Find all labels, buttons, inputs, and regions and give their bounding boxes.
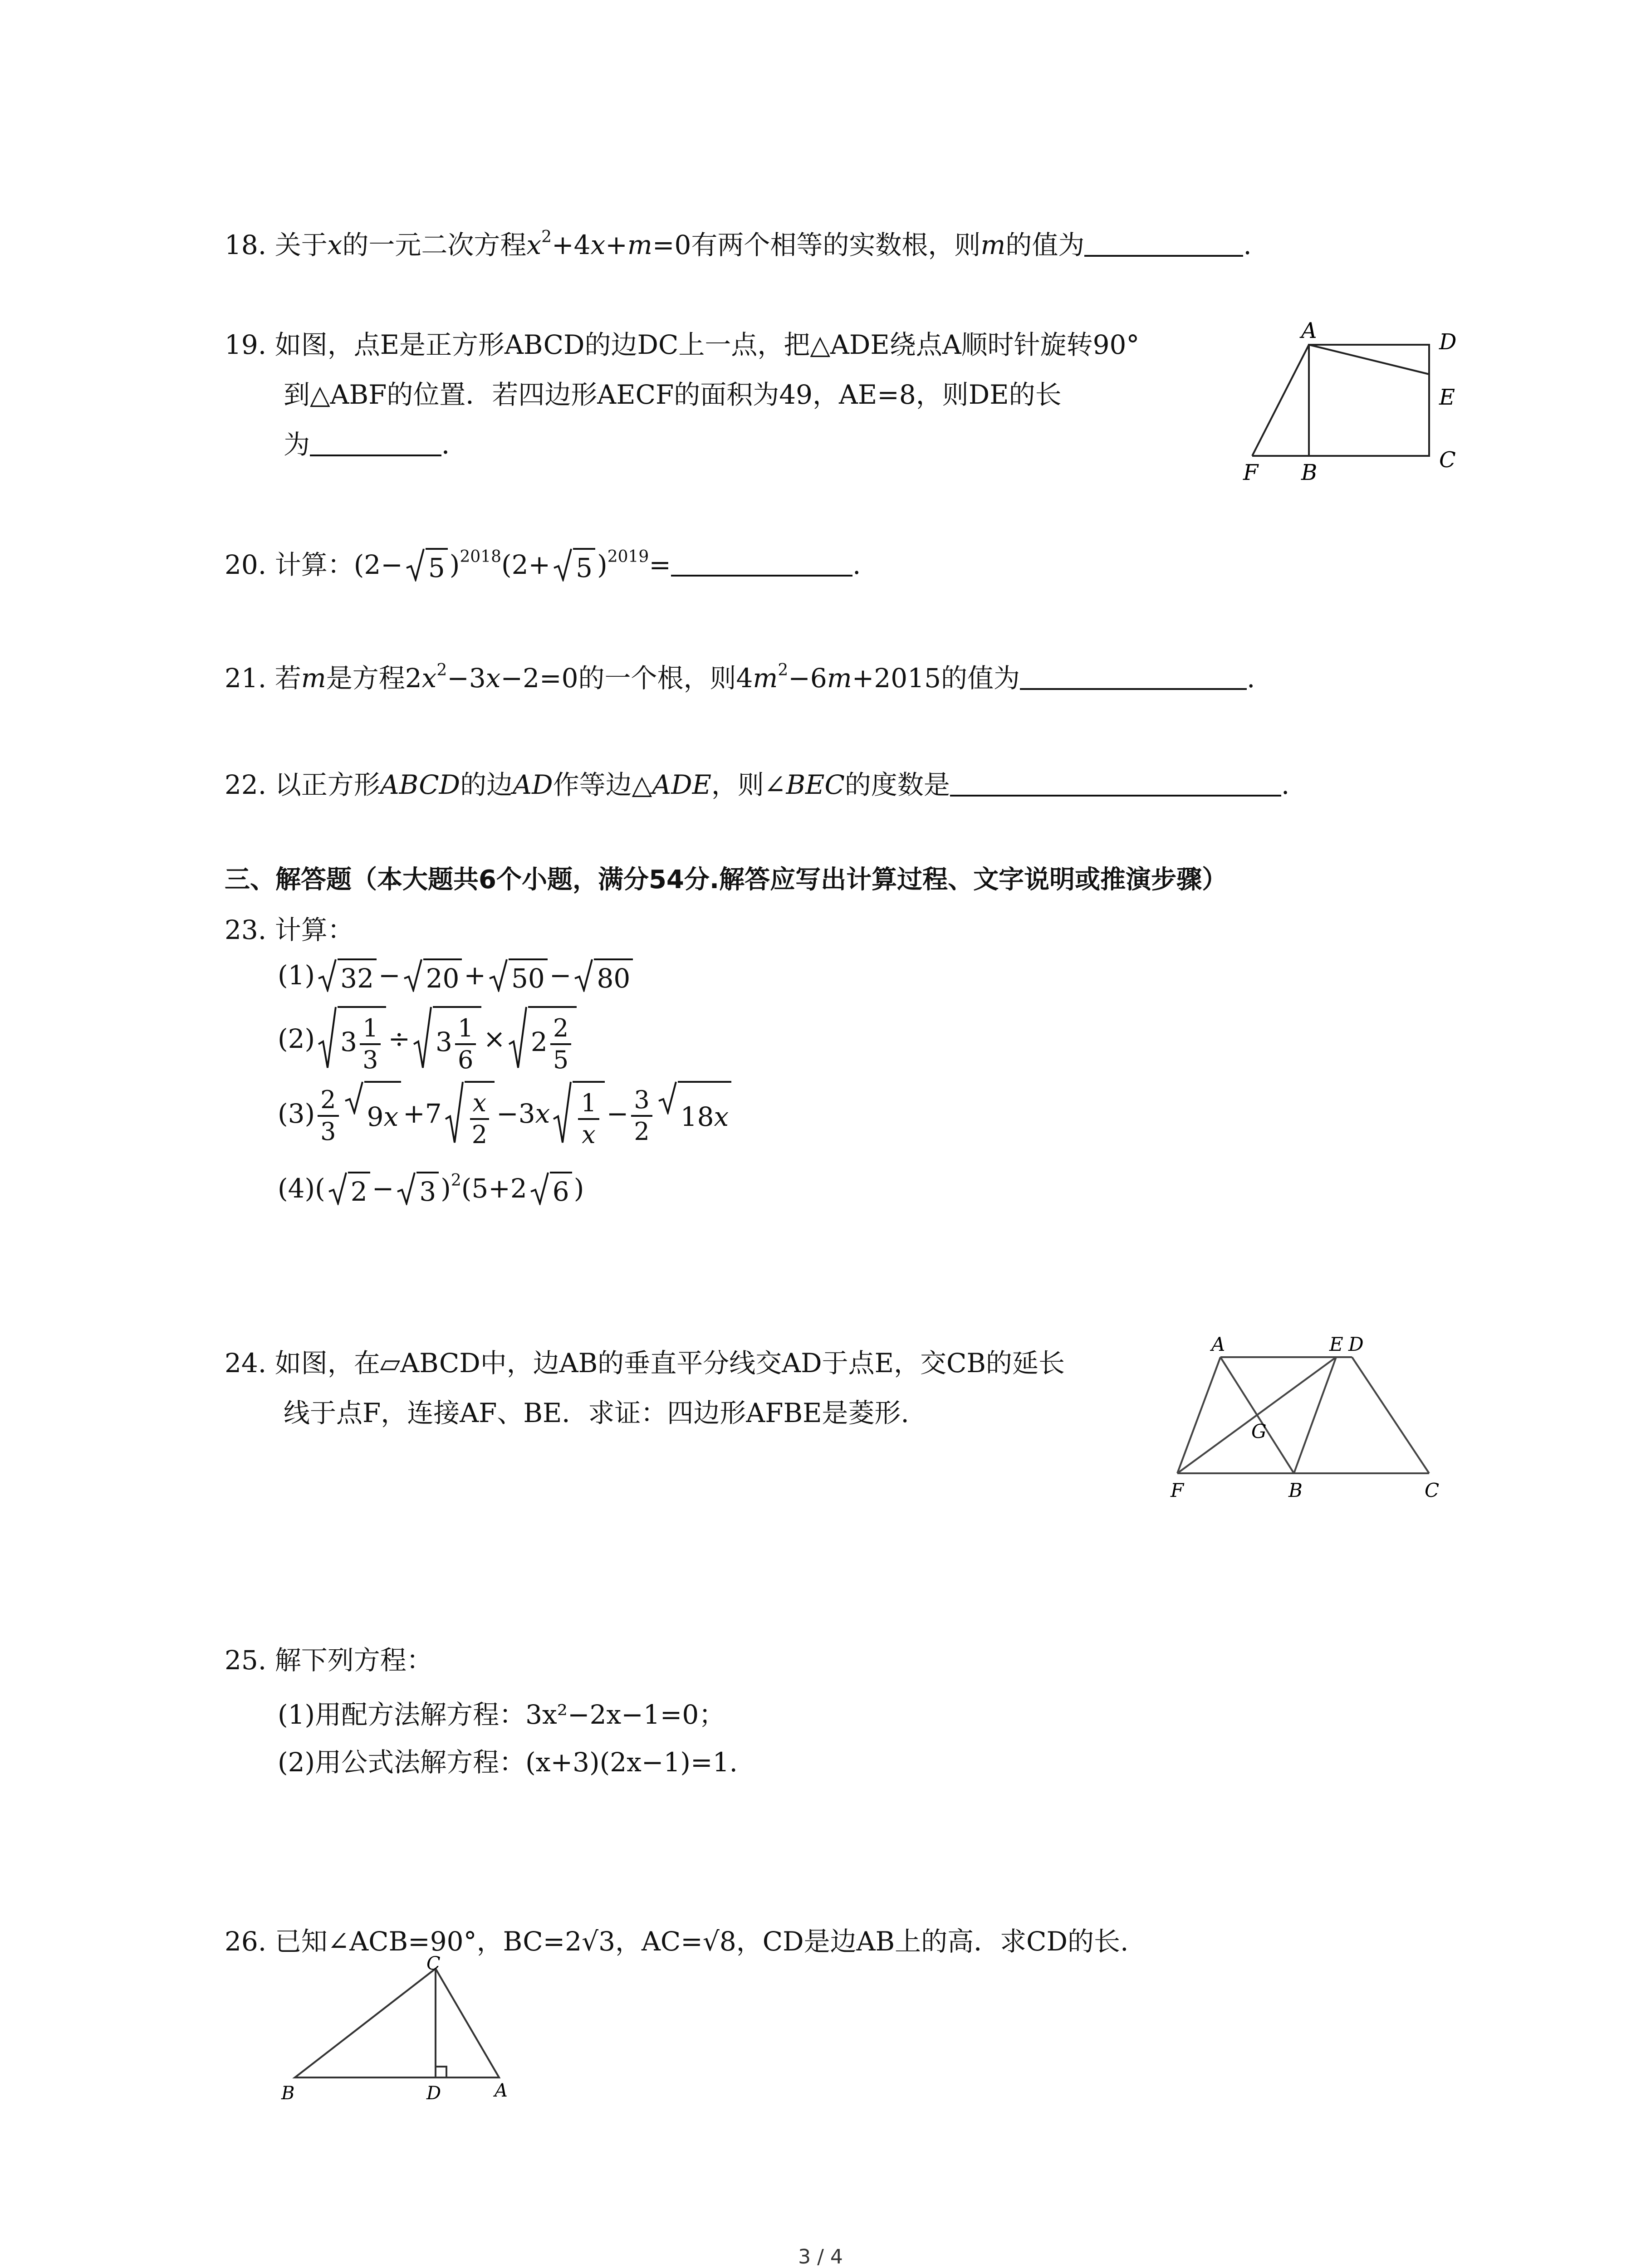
question-24-line1: 24. 如图，在▱ABCD中，边AB的垂直平分线交AD于点E，交CB的延长: [225, 1348, 1065, 1378]
label-b: B: [1301, 460, 1318, 485]
question-19-line1: 19. 如图，点E是正方形ABCD的边DC上一点，把△ADE绕点A顺时针旋转90°: [225, 329, 1140, 360]
question-19-line3: 为 ．: [284, 429, 468, 460]
page-number: 3 / 4: [798, 2245, 843, 2268]
label-f: F: [1243, 460, 1259, 485]
sqrt-5: 5: [552, 548, 595, 586]
question-19-line2: 到△ABF的位置．若四边形AECF的面积为49，AE=8，则DE的长: [284, 379, 1062, 410]
answer-blank: [950, 768, 1281, 797]
label-b: B: [281, 2083, 295, 2104]
q23-part1: (1) 32 − 20 + 50 − 80: [278, 957, 635, 997]
question-20: 20. 计算：(2− 5 )$^{2018}$(2+ 5 )$^{2019}$= .: [225, 547, 861, 586]
question-22: 22. 以正方形ABCD的边AD作等边△ADE，则∠BEC的度数是 .: [225, 769, 1290, 800]
label-f: F: [1171, 1479, 1184, 1501]
answer-blank: [671, 548, 852, 577]
answer-blank: [310, 428, 441, 456]
section-3-title: 三、解答题（本大题共6个小题，满分54分.解答应写出计算过程、文字说明或推演步骤）: [225, 865, 1228, 894]
label-g: G: [1251, 1420, 1267, 1442]
answer-blank: [1084, 229, 1243, 257]
label-a: A: [495, 2080, 508, 2101]
answer-blank: [1020, 662, 1247, 690]
label-e: E: [1439, 385, 1455, 410]
q23-part3: (3) $\frac{2}{3}$ 9x +7 $\frac{x}{2}$ −3x $\frac{1}{x}$ − $\frac{3}{2}$ 18x: [278, 1080, 733, 1151]
sqrt-5: 5: [405, 548, 448, 586]
q23-part4: (4)( 2 − 3 )$^2$(5+2 6 ): [278, 1170, 584, 1210]
label-c: C: [1439, 447, 1456, 473]
question-23: 23. 计算：: [225, 914, 354, 945]
question-18: 18. 关于x的一元二次方程$x^2+4x+m=0$有两个相等的实数根，则m的值为 .: [225, 228, 1252, 260]
figure-19: [1234, 318, 1470, 490]
label-c: C: [426, 1955, 441, 1974]
label-b: B: [1288, 1479, 1303, 1501]
q25-part1: (1)用配方法解方程：3x²−2x−1=0；: [278, 1699, 725, 1730]
label-a: A: [1211, 1333, 1225, 1355]
label-c: C: [1425, 1479, 1440, 1501]
label-d: D: [426, 2083, 441, 2104]
label-a: A: [1301, 318, 1317, 343]
q25-part2: (2)用公式法解方程：(x+3)(2x−1)=1.: [278, 1747, 738, 1778]
label-e: E: [1329, 1333, 1343, 1355]
figure-26: [272, 1955, 526, 2105]
q23-part2: (2) 3 $\frac{1}{3}$ ÷ 3 $\frac{1}{6}$ × 2 $\frac{2}{5}$: [278, 1005, 578, 1076]
question-25: 25. 解下列方程：: [225, 1645, 433, 1676]
question-26: 26. 已知∠ACB=90°，BC=2√3，AC=√8，CD是边AB上的高．求CD的长.: [225, 1926, 1129, 1957]
label-d: D: [1439, 329, 1457, 355]
question-24-line2: 线于点F，连接AF、BE．求证：四边形AFBE是菱形.: [284, 1398, 909, 1428]
question-21: 21. 若m是方程$2x^2-3x-2=0$的一个根，则$4m^2-6m+2015$的值为 .: [225, 661, 1255, 694]
figure-24: [1161, 1329, 1461, 1501]
label-d: D: [1348, 1333, 1364, 1355]
